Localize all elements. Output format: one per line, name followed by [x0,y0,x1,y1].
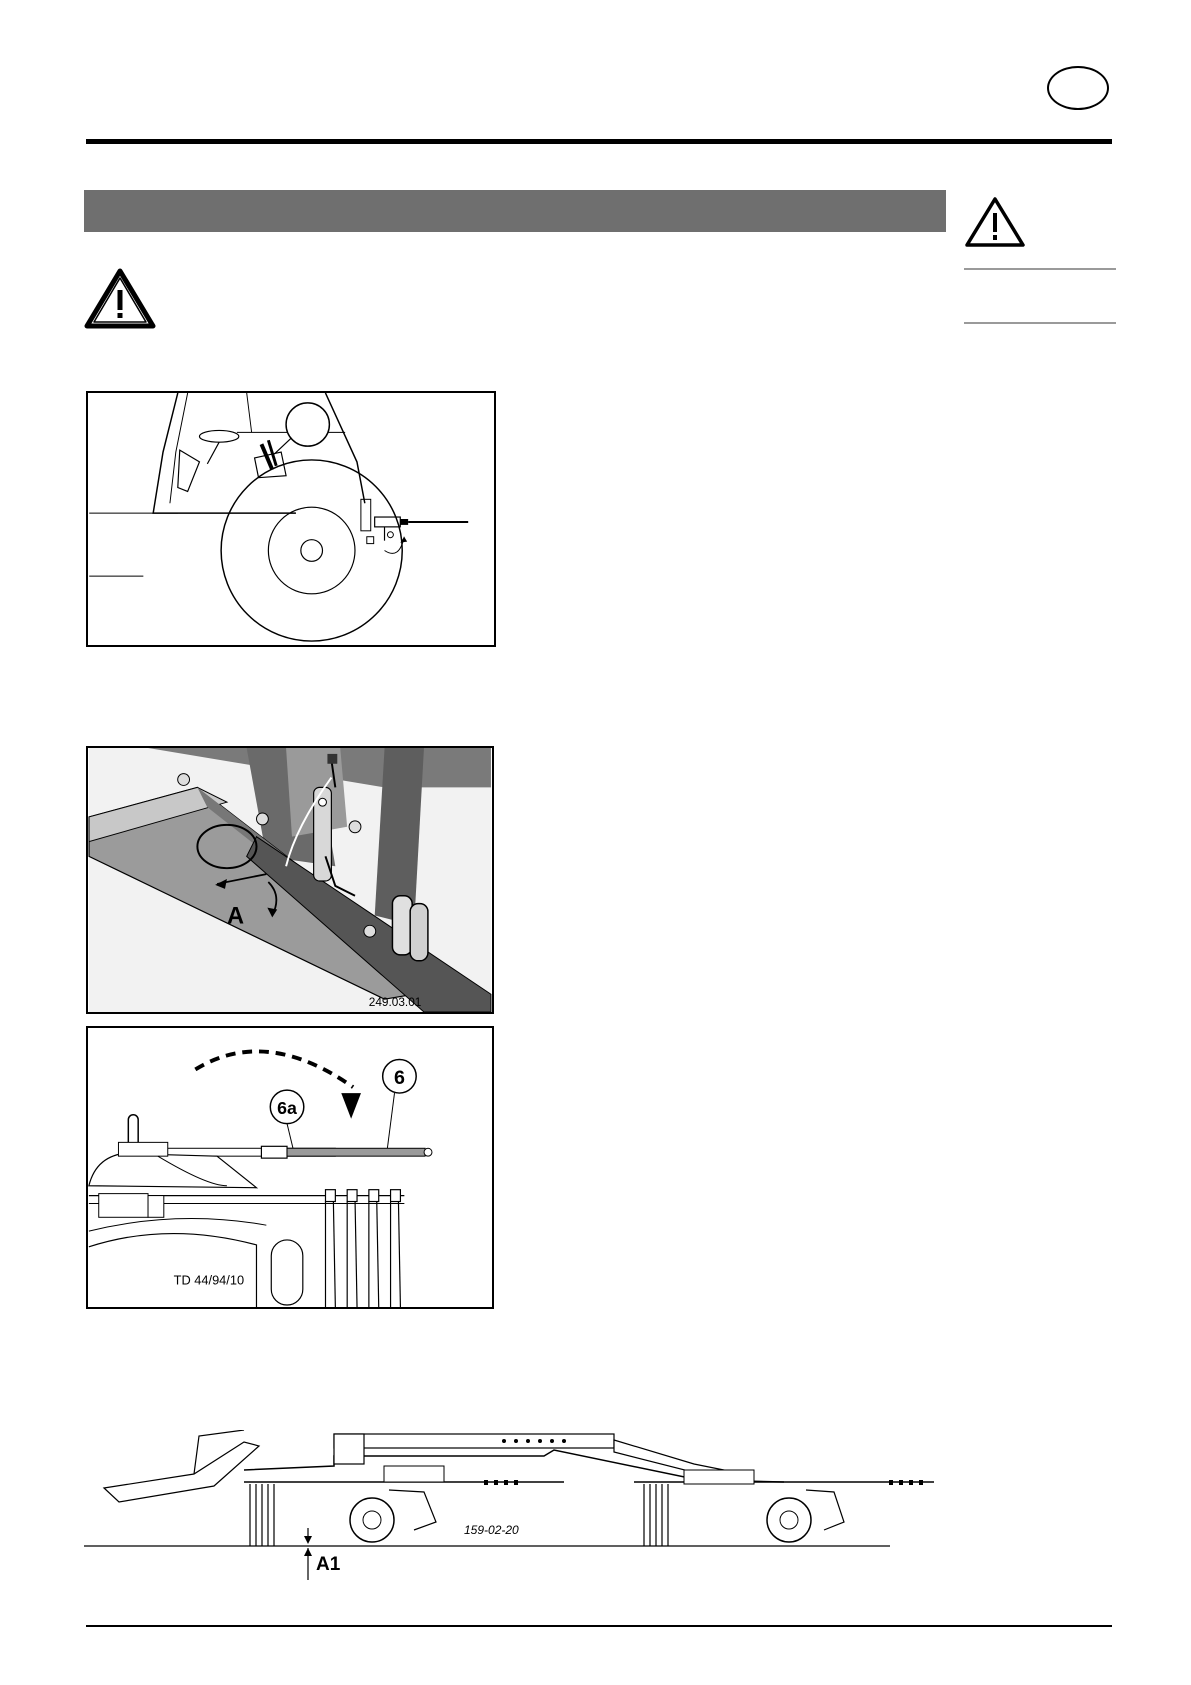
label-a1: A1 [316,1554,341,1575]
figure-code: 249.03.01 [368,995,422,1010]
figure-code: TD 44/94/10 [173,1272,245,1288]
figure-code: 159-02-20 [464,1523,519,1537]
figure-locking-pin [86,746,494,1014]
label-a: A [226,903,245,930]
label-6: 6 [393,1067,405,1090]
label-6a: 6a [277,1097,297,1118]
language-badge [1047,66,1109,110]
section-heading-bar [84,190,946,232]
footer-rule [86,1625,1112,1627]
header-rule [86,139,1112,144]
figure-machine-side-view [84,1430,954,1590]
figure-tractor-hydraulic [86,391,496,647]
side-rule-bottom [964,322,1116,324]
warning-icon [84,268,156,330]
figure-rotor-lever [86,1026,494,1309]
side-rule-top [964,268,1116,270]
side-warning-icon [964,196,1026,248]
